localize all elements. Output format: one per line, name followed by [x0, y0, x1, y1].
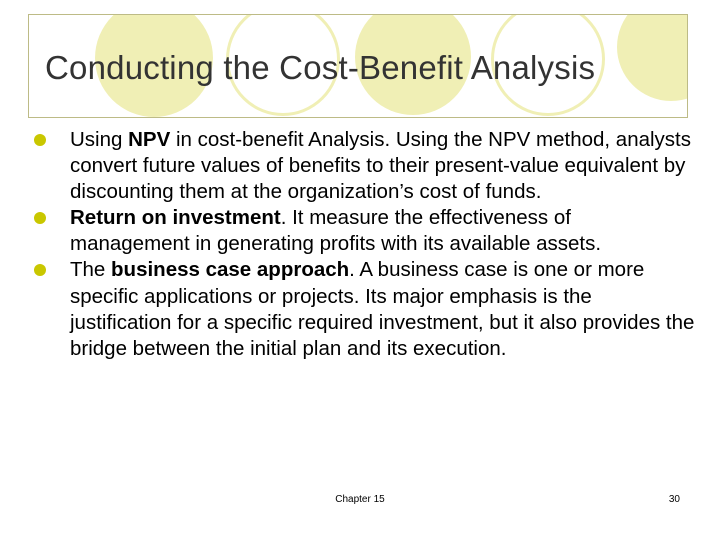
bullet-text-pre: Using: [70, 128, 129, 151]
slide-title: Conducting the Cost-Benefit Analysis: [45, 49, 596, 86]
bullet-text-post: in cost-benefit Analysis. Using the NPV method, analysts convert future values of benefits to their present-value equivalent by discounting them at the organization’s cost of funds.: [70, 128, 691, 204]
bullet-item: [30, 205, 695, 257]
page-number: 30: [668, 494, 680, 505]
bullet-text-bold: business case approach: [111, 258, 350, 282]
footer-chapter: Chapter 15: [335, 494, 385, 505]
bullet-list: [30, 127, 695, 362]
bullet-text-pre: The: [70, 258, 112, 282]
bullet-item: [30, 127, 695, 205]
bullet-marker: [34, 212, 46, 224]
bullet-text-post: . A business case is one or more specific applications or projects. Its major emphasis is the justification for a specific required investment, but it also provides the bridge between the initial plan and its execution.: [70, 258, 695, 360]
bullet-text-post: . It measure the effectiveness of management in generating profits with its available assets.: [70, 206, 602, 256]
decorative-circle: [617, 14, 688, 101]
title-banner: [28, 14, 688, 118]
bullet-text-bold: NPV: [128, 128, 171, 151]
bullet-text-bold: Return on investment: [70, 206, 281, 230]
bullet-marker: [34, 264, 46, 276]
bullet-item: [30, 257, 695, 361]
bullet-marker: [34, 134, 46, 146]
